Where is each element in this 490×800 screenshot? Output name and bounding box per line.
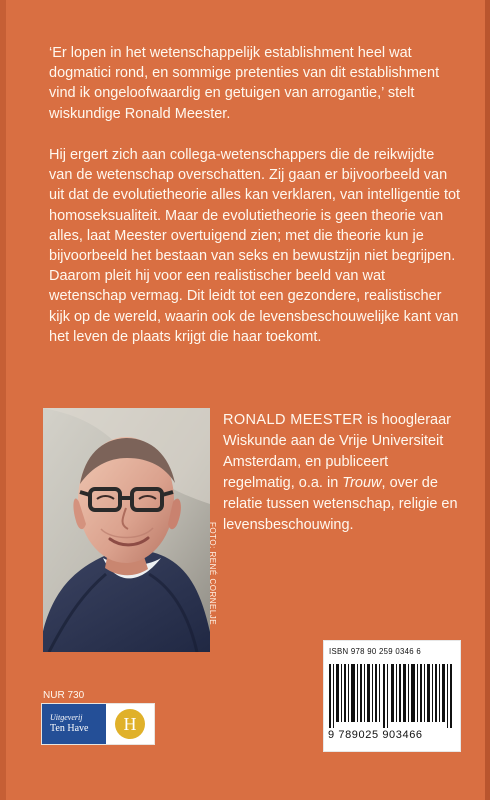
barcode-number: 9 789025 903466 xyxy=(328,729,423,741)
publisher-symbol-block xyxy=(106,704,154,744)
publisher-name: Ten Have xyxy=(50,723,89,734)
bio-text-1: is hoogleraar Wiskunde aan de Vrije Universiteit Amsterdam, en publiceert regelmatig, o.a. in xyxy=(223,412,452,491)
author-photo xyxy=(43,408,210,652)
author-photo-illustration xyxy=(43,408,210,652)
isbn-barcode-area xyxy=(323,640,461,752)
description-paragraph-1: Hij ergert zich aan collega-wetenschappers die de reikwijdte van de wetenschap overschatten. Zij gaan er bijvoorbeeld van uit dat de evolutietheorie alles kan verklaren, van intelligentie tot homoseksualiteit. Maar de evolutietheorie is geen theorie van alles, laat Meester overtuigend zien; met die theorie kun je bijvoorbeeld het bestaan van seks en bewustzijn niet begrijpen. xyxy=(49,147,461,265)
publication-name: Trouw xyxy=(342,475,382,491)
publisher-logo-icon xyxy=(112,706,148,742)
publisher-logo xyxy=(41,703,155,745)
author-name: RONALD MEESTER xyxy=(223,412,364,428)
description-paragraph-2: Daarom pleit hij voor een realistischer beeld van wat wetenschap vermag. Dit leidt tot een gezondere, realistischer kijk op de wereld, waarin ook de levensbeschouwelijke kant van het leven de plaats krijgt die haar toekomt. xyxy=(49,268,459,345)
isbn-label: ISBN 978 90 259 0346 6 xyxy=(329,647,422,656)
publisher-symbol: H xyxy=(123,714,137,734)
bio-text-2: , over de relatie tussen wetenschap, religie en levensbeschouwing. xyxy=(223,475,458,533)
publisher-name-block xyxy=(42,704,106,744)
author-bio xyxy=(223,410,463,536)
photo-credit: FOTO: RENÉ CORNELJE xyxy=(208,522,217,626)
publisher-label: Uitgeverij xyxy=(50,713,83,722)
barcode-icon xyxy=(329,664,454,728)
nur-code: NUR 730 xyxy=(43,690,85,701)
cover-description xyxy=(49,145,461,347)
cover-quote: ‘Er lopen in het wetenschappelijk establishment heel wat dogmatici rond, en sommige pretenties van dit establishment vind ik ongeloofwaardig en getuigen van arrogantie,’ stelt wiskundige Ronald Meester. xyxy=(49,45,440,122)
